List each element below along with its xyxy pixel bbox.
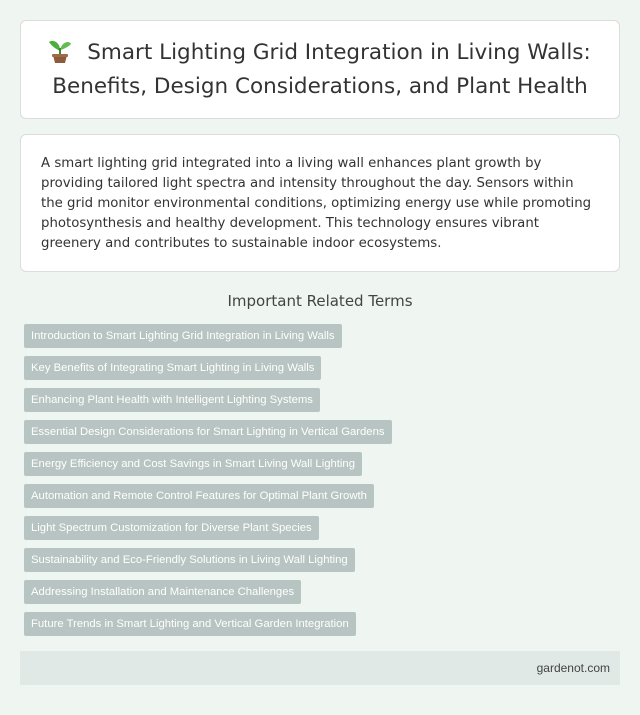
title-card	[20, 20, 620, 119]
term-tag[interactable]: Automation and Remote Control Features for Optimal Plant Growth	[24, 484, 374, 508]
footer	[20, 651, 620, 685]
related-terms-list	[24, 324, 624, 644]
page-title	[41, 38, 599, 102]
term-tag[interactable]: Introduction to Smart Lighting Grid Integration in Living Walls	[24, 324, 342, 348]
term-tag[interactable]: Light Spectrum Customization for Diverse Plant Species	[24, 516, 319, 540]
term-tag[interactable]: Essential Design Considerations for Smart Lighting in Vertical Gardens	[24, 420, 392, 444]
term-tag[interactable]: Addressing Installation and Maintenance Challenges	[24, 580, 301, 604]
title-text: Smart Lighting Grid Integration in Living Walls: Benefits, Design Considerations, and Plant Health	[52, 39, 591, 99]
term-tag[interactable]: Energy Efficiency and Cost Savings in Smart Living Wall Lighting	[24, 452, 362, 476]
intro-card	[20, 134, 620, 272]
term-tag[interactable]: Enhancing Plant Health with Intelligent Lighting Systems	[24, 388, 320, 412]
term-tag[interactable]: Sustainability and Eco-Friendly Solutions in Living Wall Lighting	[24, 548, 355, 572]
term-tag[interactable]: Key Benefits of Integrating Smart Lighting in Living Walls	[24, 356, 321, 380]
footer-site[interactable]: gardenot.com	[536, 661, 610, 675]
intro-text: A smart lighting grid integrated into a living wall enhances plant growth by providing tailored light spectra and intensity throughout the day. Sensors within the grid monitor environmental conditions, optimizing energy use while promoting photosynthesis and healthy development. This technology ensures vibrant greenery and contributes to sustainable indoor ecosystems.	[41, 156, 592, 251]
terms-heading: Important Related Terms	[227, 292, 413, 310]
sprout-icon	[49, 39, 71, 72]
term-tag[interactable]: Future Trends in Smart Lighting and Vertical Garden Integration	[24, 612, 356, 636]
